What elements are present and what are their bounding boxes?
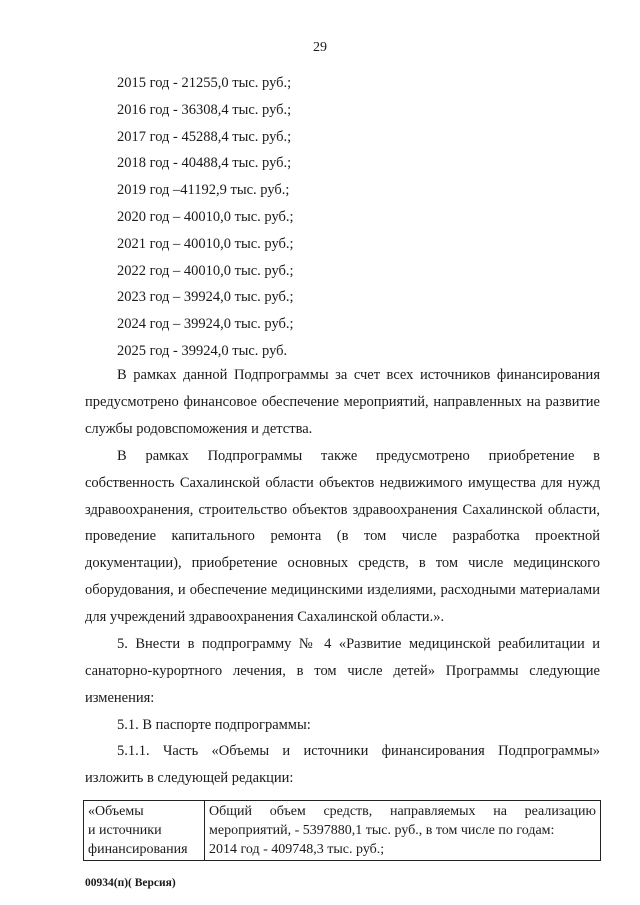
funding-line-2021: 2021 год – 40010,0 тыс. руб.; bbox=[117, 235, 294, 252]
funding-line-2024: 2024 год – 39924,0 тыс. руб.; bbox=[117, 316, 294, 333]
funding-line-2019: 2019 год –41192,9 тыс. руб.; bbox=[117, 182, 290, 199]
funding-by-year-list bbox=[117, 70, 294, 365]
paragraph-maternity-services: В рамках данной Подпрограммы за счет всех источников финансирования предусмотрено финансовое обеспечение мероприятий, направленных на развитие службы родовспоможения и детства. bbox=[85, 367, 600, 437]
label-line: «Объемы bbox=[88, 804, 144, 819]
funding-total-cell bbox=[205, 801, 601, 861]
document-footer-code: 00934(п)( Версия) bbox=[85, 877, 176, 889]
funding-line-2020: 2020 год – 40010,0 тыс. руб.; bbox=[117, 208, 294, 225]
paragraph-amend-subprogram-4: 5. Внести в подпрограмму № 4 «Развитие медицинской реабилитации и санаторно-курортного лечения, в том числе детей» Программы следующие изменения: bbox=[85, 636, 600, 706]
funding-line-2018: 2018 год - 40488,4 тыс. руб.; bbox=[117, 155, 292, 172]
paragraph-5-1-1-funding-section: 5.1.1. Часть «Объемы и источники финансирования Подпрограммы» изложить в следующей редакции: bbox=[85, 743, 600, 786]
funding-line-2017: 2017 год - 45288,4 тыс. руб.; bbox=[117, 128, 292, 145]
funding-year-2014: 2014 год - 409748,3 тыс. руб.; bbox=[209, 842, 385, 857]
passport-funding-table bbox=[83, 800, 601, 861]
funding-line-2015: 2015 год - 21255,0 тыс. руб.; bbox=[117, 75, 292, 91]
funding-line-2016: 2016 год - 36308,4 тыс. руб.; bbox=[117, 101, 292, 118]
funding-line-2022: 2022 год – 40010,0 тыс. руб.; bbox=[117, 262, 294, 279]
page-number: 29 bbox=[313, 40, 327, 55]
table-row bbox=[84, 801, 601, 861]
paragraph-5-1-passport: 5.1. В паспорте подпрограммы: bbox=[117, 717, 311, 733]
funding-line-2025: 2025 год - 39924,0 тыс. руб. bbox=[117, 342, 288, 359]
paragraph-property-acquisition: В рамках Подпрограммы также предусмотрено приобретение в собственность Сахалинской области объектов недвижимого имущества для нужд здравоохранения, строительство объектов здравоохранения Сахалинской области, проведение капитального ремонта (в том числе разработка проектной документации), приобретение основных средств, в том числе медицинского оборудования, и обеспечение медицинскими изделиями, расходными материалами для учреждений здравоохранения Сахалинской области.». bbox=[85, 448, 600, 625]
label-line: финансирования bbox=[88, 842, 188, 857]
label-line: и источники bbox=[88, 823, 162, 838]
funding-sources-label-cell bbox=[84, 801, 205, 861]
funding-total-text: Общий объем средств, направляемых на реализацию мероприятий, - 5397880,1 тыс. руб., в том числе по годам: bbox=[209, 804, 596, 838]
funding-line-2023: 2023 год – 39924,0 тыс. руб.; bbox=[117, 289, 294, 306]
